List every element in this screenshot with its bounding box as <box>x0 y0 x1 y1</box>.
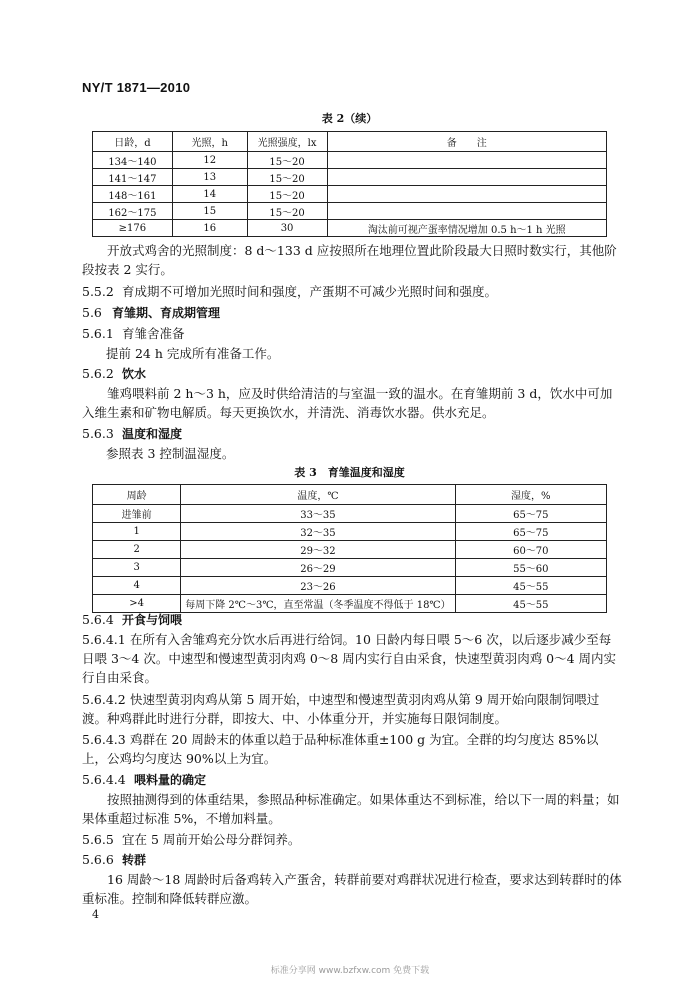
section-5-6-4-heading <box>82 610 182 630</box>
table-cell: 55～60 <box>455 559 606 577</box>
table-cell <box>327 169 606 186</box>
section-number: 5.6.1 <box>82 326 114 341</box>
table-cell: 1 <box>93 523 181 541</box>
section-5-6-6-body: 16 周龄～18 周龄时后备鸡转入产蛋舍，转群前要对鸡群状况进行检查，要求达到转群时的体重标准。控制和降低转群应激。 <box>82 872 622 906</box>
table-cell: 15 <box>172 203 247 220</box>
table-cell: >4 <box>93 595 181 613</box>
table-cell: 162～175 <box>93 203 173 220</box>
table-cell: 15～20 <box>247 152 327 169</box>
table-cell: 2 <box>93 541 181 559</box>
section-number: 5.6.4.2 <box>82 692 126 707</box>
section-title: 喂料量的确定 <box>133 773 206 787</box>
table-cell: 12 <box>172 152 247 169</box>
table-cell: 15～20 <box>247 186 327 203</box>
table-cell: 141～147 <box>93 169 173 186</box>
section-5-6-2-body: 雏鸡喂料前 2 h～3 h，应及时供给清洁的与室温一致的温水。在育雏期前 3 d，饮水中可加入维生素和矿物电解质。每天更换饮水，并清洗、消毒饮水器。供水充足。 <box>82 386 613 420</box>
section-5-6-4-4-heading <box>82 770 206 790</box>
section-5-6-3-body: 参照表 3 控制温湿度。 <box>106 446 235 461</box>
table2-header-remarks: 备 注 <box>327 132 606 152</box>
table-cell: 14 <box>172 186 247 203</box>
open-house-light-paragraph: 开放式鸡舍的光照制度：8 d～133 d 应按照所在地理位置此阶段最大日照时数实行，其他阶段按表 2 实行。 <box>82 243 617 277</box>
table3-row <box>93 505 607 523</box>
section-5-6-1-body: 提前 24 h 完成所有准备工作。 <box>106 346 280 361</box>
section-text: 宜在 5 周前开始公母分群饲养。 <box>121 832 301 847</box>
table-cell: 26～29 <box>181 559 455 577</box>
section-5-6-heading <box>82 303 220 323</box>
table2-row <box>93 152 607 169</box>
section-text: 在所有入舍雏鸡充分饮水后再进行给饲。10 日龄内每日喂 5～6 次，以后逐步减少至每日喂 3～4 次。中速型和慢速型黄羽肉鸡 0～8 周内实行自由采食，快速型黄羽肉鸡 0～4 周内实行自由采食。 <box>82 632 617 685</box>
table-cell: 30 <box>247 220 327 237</box>
brooding-temp-humidity-table <box>92 484 607 613</box>
section-number: 5.6.4.4 <box>82 772 126 787</box>
table-cell <box>327 203 606 220</box>
table-cell: 淘汰前可视产蛋率情况增加 0.5 h～1 h 光照 <box>327 220 606 237</box>
section-title: 开食与饲喂 <box>121 613 182 627</box>
section-title: 饮水 <box>121 367 146 381</box>
section-5-6-4-4-body: 按照抽测得到的体重结果，参照品种标准确定。如果体重达不到标准，给以下一周的料量；如果体重超过标准 5%，不增加料量。 <box>82 792 620 826</box>
table-cell: 4 <box>93 577 181 595</box>
table-cell <box>327 186 606 203</box>
table-cell: 15～20 <box>247 203 327 220</box>
section-title: 温度和湿度 <box>121 427 182 441</box>
section-5-6-5 <box>82 830 300 849</box>
table-cell: 23～26 <box>181 577 455 595</box>
table-cell: 16 <box>172 220 247 237</box>
table-cell: 29～32 <box>181 541 455 559</box>
section-5-6-4-2 <box>82 690 622 728</box>
section-title: 育雏舍准备 <box>121 326 185 341</box>
table-cell: 45～55 <box>455 595 606 613</box>
section-number: 5.6.4.1 <box>82 632 126 647</box>
table-cell: 33～35 <box>181 505 455 523</box>
table-cell: 3 <box>93 559 181 577</box>
section-number: 5.6.4.3 <box>82 732 126 747</box>
table2-header-light-intensity: 光照强度，lx <box>247 132 327 152</box>
table3-row <box>93 523 607 541</box>
section-number: 5.6.5 <box>82 832 114 847</box>
table-cell: 每周下降 2℃～3℃，直至常温（冬季温度不得低于 18℃） <box>181 595 455 613</box>
table-cell: 60～70 <box>455 541 606 559</box>
table2-header-age: 日龄，d <box>93 132 173 152</box>
section-number: 5.5.2 <box>82 284 114 299</box>
light-schedule-table <box>92 131 607 237</box>
table-cell <box>327 152 606 169</box>
table3-caption: 表 3 育雏温度和湿度 <box>294 466 405 479</box>
table-cell: 65～75 <box>455 523 606 541</box>
section-5-6-4-1 <box>82 630 622 687</box>
table-cell: 15～20 <box>247 169 327 186</box>
standard-code: NY/T 1871—2010 <box>82 80 191 95</box>
table-cell: 65～75 <box>455 505 606 523</box>
table-cell: 32～35 <box>181 523 455 541</box>
table3-header-week: 周龄 <box>93 485 181 505</box>
section-number: 5.6.2 <box>82 366 114 381</box>
section-number: 5.6.6 <box>82 852 114 867</box>
section-number: 5.6 <box>82 305 102 320</box>
table-cell: 134～140 <box>93 152 173 169</box>
section-5-6-3-heading <box>82 424 182 444</box>
table-cell: 进雏前 <box>93 505 181 523</box>
section-number: 5.6.3 <box>82 426 114 441</box>
section-number: 5.6.4 <box>82 612 114 627</box>
page-number: 4 <box>92 908 99 921</box>
table-cell: 148～161 <box>93 186 173 203</box>
section-5-6-1-heading <box>82 324 185 343</box>
table-cell: ≥176 <box>93 220 173 237</box>
table2-row <box>93 203 607 220</box>
table2-row <box>93 220 607 237</box>
table3-row <box>93 577 607 595</box>
table3-header-humidity: 湿度，% <box>455 485 606 505</box>
table3-row <box>93 541 607 559</box>
table2-row <box>93 186 607 203</box>
section-5-5-2 <box>82 282 497 301</box>
footer-watermark: 标准分享网 www.bzfxw.com 免费下载 <box>270 966 430 976</box>
section-5-6-2-heading <box>82 364 146 384</box>
section-5-6-6-heading <box>82 850 146 870</box>
section-text: 育成期不可增加光照时间和强度，产蛋期不可减少光照时间和强度。 <box>121 284 497 299</box>
table-cell: 45～55 <box>455 577 606 595</box>
table3-header-temperature: 温度，℃ <box>181 485 455 505</box>
section-5-6-4-3 <box>82 730 622 768</box>
section-title: 转群 <box>121 853 146 867</box>
table2-caption: 表 2（续） <box>321 112 378 125</box>
section-title: 育雏期、育成期管理 <box>111 306 220 320</box>
table2-row <box>93 169 607 186</box>
section-text: 快速型黄羽肉鸡从第 5 周开始，中速型和慢速型黄羽肉鸡从第 9 周开始向限制饲喂过渡。种鸡群此时进行分群，即按大、中、小体重分开，并实施每日限饲制度。 <box>82 692 600 726</box>
table-cell: 13 <box>172 169 247 186</box>
section-text: 鸡群在 20 周龄末的体重以趋于品种标准体重±100 g 为宜。全群的均匀度达 85%以上，公鸡均匀度达 90%以上为宜。 <box>82 732 599 766</box>
table2-header-light-hours: 光照，h <box>172 132 247 152</box>
table3-row <box>93 559 607 577</box>
